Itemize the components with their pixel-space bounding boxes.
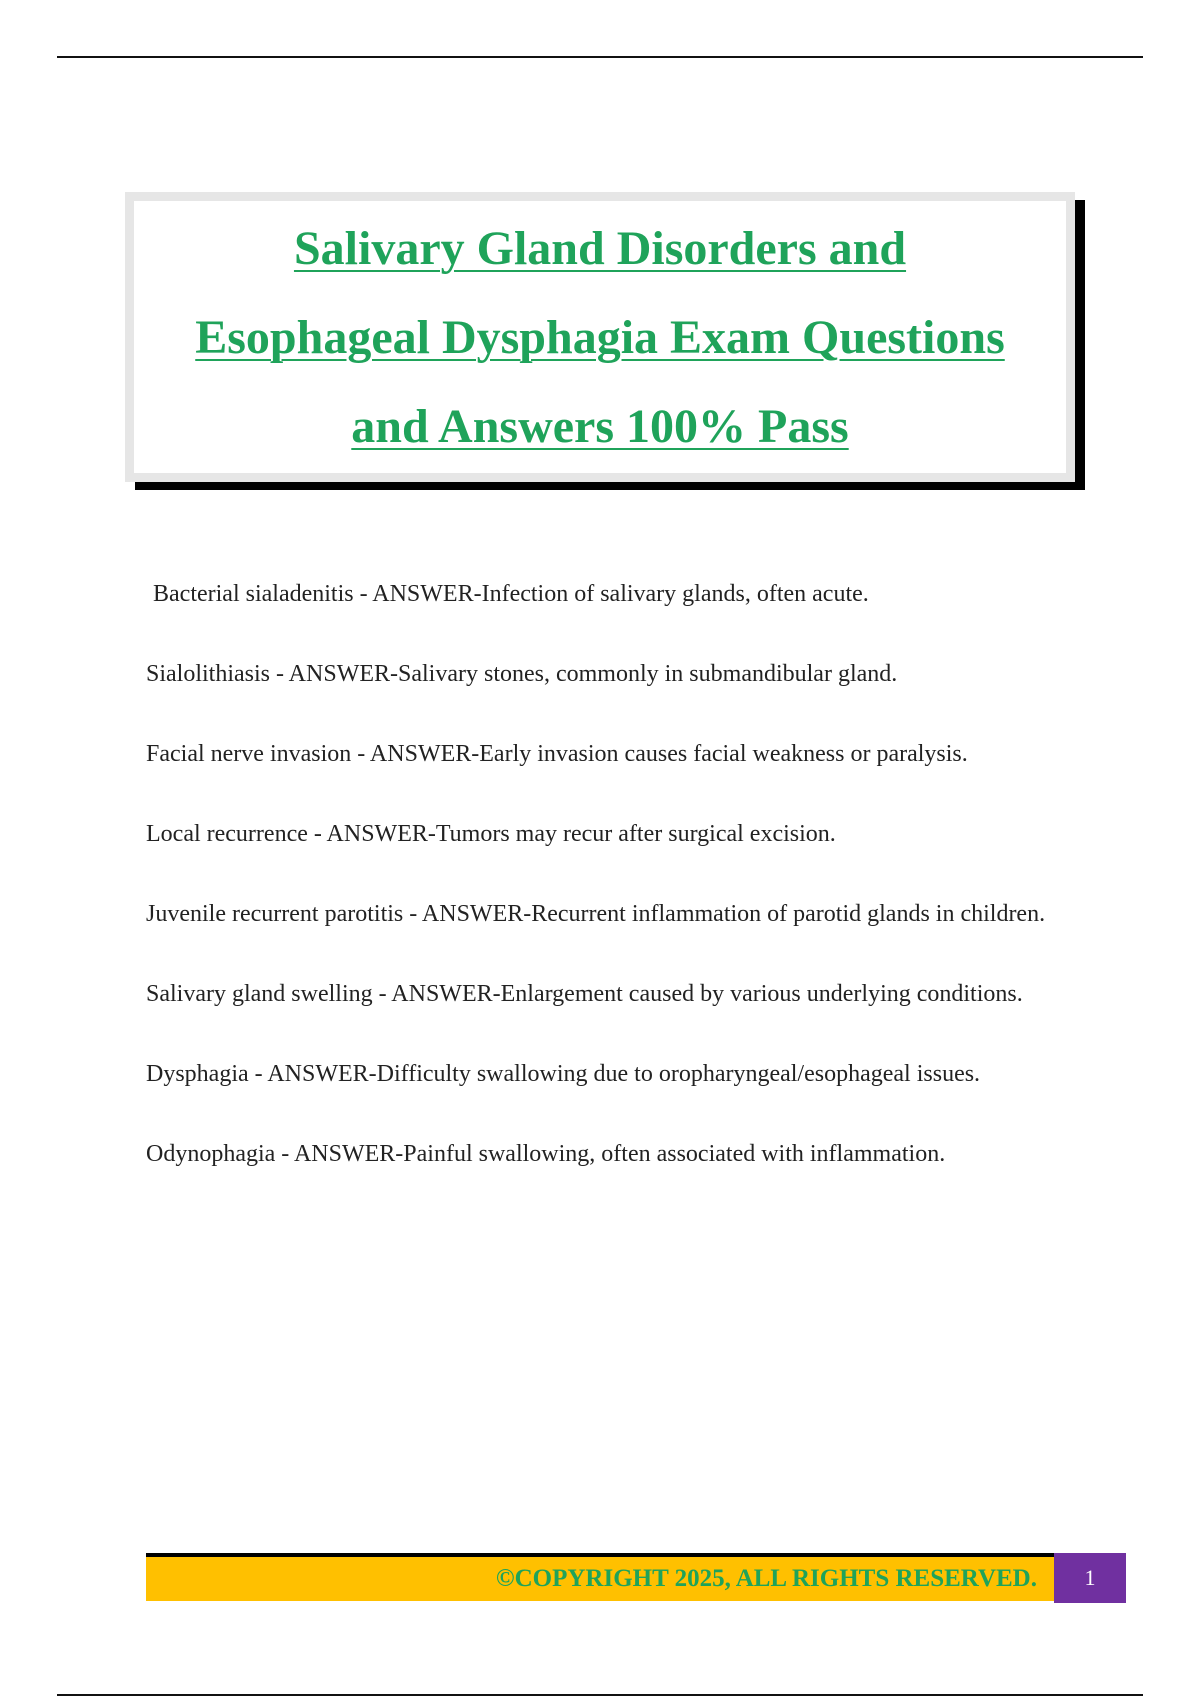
page-number-badge: 1	[1054, 1553, 1126, 1603]
title-line-2: Esophageal Dysphagia Exam Questions	[195, 310, 1005, 364]
title-box	[125, 192, 1075, 482]
qa-item-odynophagia: Odynophagia - ANSWER-Painful swallowing, often associated with inflammation.	[146, 1141, 946, 1167]
footer-rule	[57, 1694, 1143, 1696]
copyright-notice: ©COPYRIGHT 2025, ALL RIGHTS RESERVED.	[495, 1565, 1037, 1592]
qa-item-dysphagia: Dysphagia - ANSWER-Difficulty swallowing due to oropharyngeal/esophageal issues.	[146, 1061, 981, 1087]
title-line-1: Salivary Gland Disorders and	[293, 221, 907, 275]
qa-item-facial-nerve-invasion: Facial nerve invasion - ANSWER-Early invasion causes facial weakness or paralysis.	[146, 741, 968, 767]
qa-list	[146, 562, 1066, 1202]
qa-item-salivary-gland-swelling: Salivary gland swelling - ANSWER-Enlargement caused by various underlying conditions.	[146, 981, 1023, 1007]
title-line-3: and Answers 100% Pass	[351, 399, 849, 453]
footer-bar	[146, 1553, 1054, 1601]
qa-item-juvenile-recurrent-parotitis: Juvenile recurrent parotitis - ANSWER-Recurrent inflammation of parotid glands in children.	[146, 901, 1046, 927]
header-rule	[57, 56, 1143, 58]
qa-item-bacterial-sialadenitis: Bacterial sialadenitis - ANSWER-Infection of salivary glands, often acute.	[153, 581, 869, 607]
qa-item-local-recurrence: Local recurrence - ANSWER-Tumors may recur after surgical excision.	[146, 821, 836, 847]
qa-item-sialolithiasis: Sialolithiasis - ANSWER-Salivary stones, commonly in submandibular gland.	[146, 661, 898, 687]
